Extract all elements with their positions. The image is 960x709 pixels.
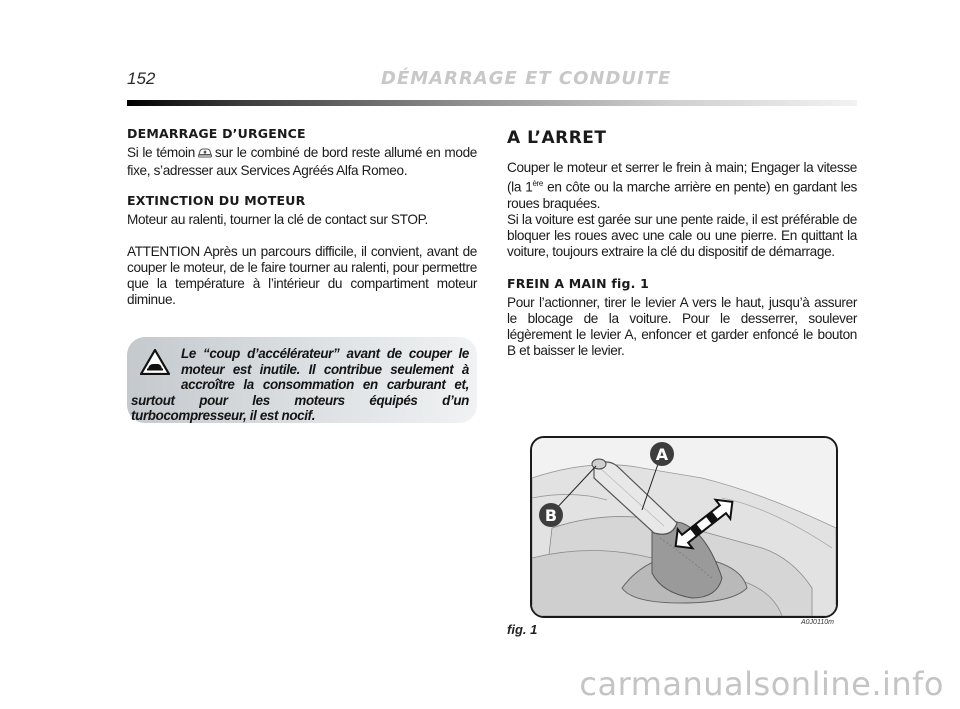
arret-text-1a: Couper le moteur et serrer le frein à main; Engager la vitesse (la 1 [507, 160, 857, 195]
figure-code: A0J0110m [801, 619, 834, 626]
header-rule [127, 100, 857, 106]
superscript-ere: ère [532, 179, 543, 188]
label-b: B [544, 506, 558, 525]
paragraph-frein: Pour l’actionner, tirer le levier A vers le haut, jusqu’à assurer le blocage de la voiture. Pour le desserrer, soulever légèrement le levier A, enfoncer et garder enfoncé le bouton B et baisser le levier. [507, 294, 857, 358]
paragraph-extinction: Moteur au ralenti, tourner la clé de contact sur STOP. [127, 212, 428, 227]
left-column [127, 118, 477, 318]
paragraph-attention: ATTENTION Après un parcours difficile, il convient, avant de couper le moteur, de le faire tourner au ralenti, pour permettre que la température à l’intérieur du compartiment moteur diminue. [127, 244, 477, 307]
right-column [507, 118, 857, 369]
urgence-text-start: Si le témoin [127, 145, 195, 160]
urgence-text-end: sur le combiné de bord reste allumé en mode fixe, s’adresser aux Services Agréés Alfa Romeo. [127, 145, 477, 178]
paragraph-arret-2: Si la voiture est garée sur une pente raide, il est préférable de bloquer les roues avec une cale ou une pierre. En quittant la voiture, toujours extraire la clé du dispositif de démarrage. [507, 211, 857, 259]
arret-text-1b: en côte ou la marche arrière en pente) en gardant les roues braquées. [507, 179, 857, 211]
paragraph-urgence [127, 145, 477, 179]
paragraph-arret-1 [507, 160, 857, 212]
warning-box [127, 337, 477, 423]
warning-text: Le “coup d’accélérateur” avant de couper le moteur est inutile. Il contribue seulement à accroître la consommation en carburant et, surtout pour les moteurs équipés d’un turbocompresseur, il est nocif. [131, 346, 469, 424]
heading-frein-a-main: FREIN A MAIN fig. 1 [507, 275, 650, 291]
page-number: 152 [127, 69, 156, 88]
heading-a-larret: A L’ARRET [507, 128, 607, 148]
immobilizer-car-icon [197, 146, 213, 163]
label-a: A [655, 445, 669, 464]
figure-handbrake [530, 436, 838, 618]
figure-caption: fig. 1 [507, 622, 538, 637]
heading-demarrage-urgence: DEMARRAGE D’URGENCE [127, 126, 306, 141]
handbrake-illustration [532, 438, 836, 616]
watermark: carmanualsonline.info [579, 665, 944, 703]
heading-extinction-moteur: EXTINCTION DU MOTEUR [127, 193, 306, 208]
section-title: DÉMARRAGE ET CONDUITE [381, 68, 672, 89]
